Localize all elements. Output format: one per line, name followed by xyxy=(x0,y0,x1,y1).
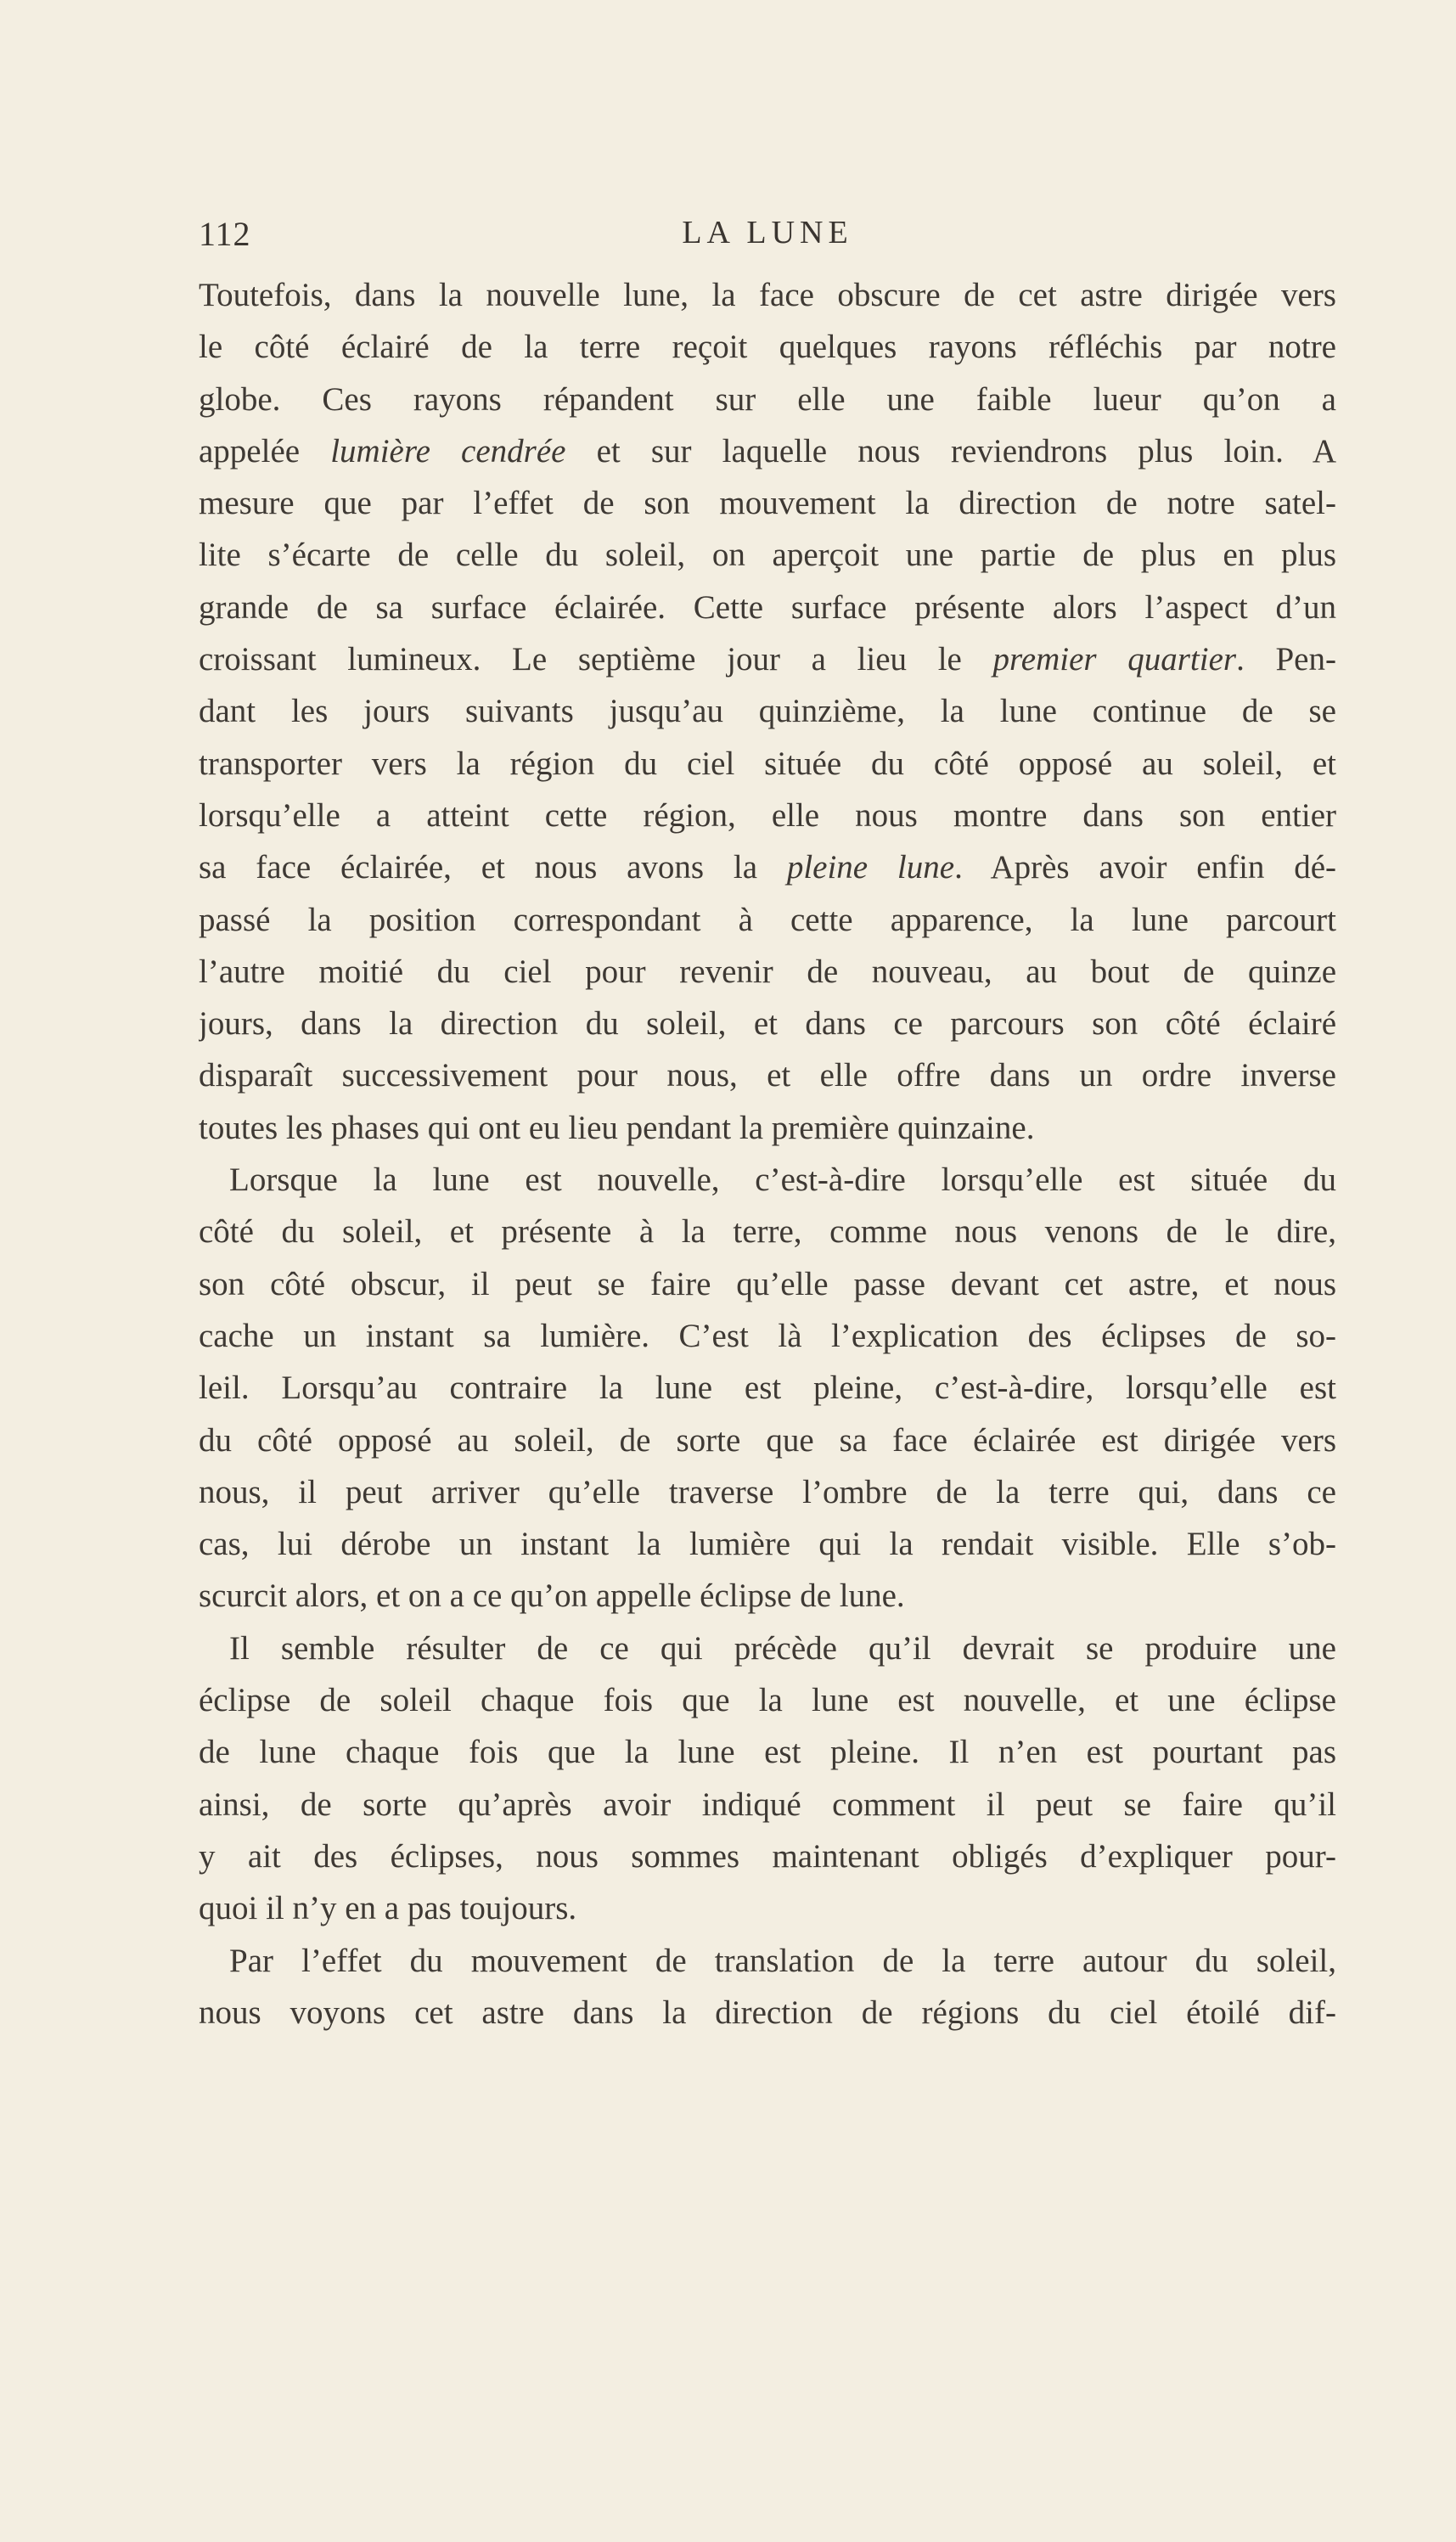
text-line xyxy=(199,321,1336,373)
text-run: . Après avoir enfin dé- xyxy=(954,849,1336,886)
text-run: cache un instant sa lumière. C’est là l’explication des éclipses de so- xyxy=(199,1317,1336,1354)
text-run: et sur laquelle nous reviendrons plus loin. A xyxy=(565,432,1336,470)
text-run: disparaît successivement pour nous, et elle offre dans un ordre inverse xyxy=(199,1057,1336,1094)
text-line xyxy=(199,425,1336,477)
text-run: toutes les phases qui ont eu lieu pendant la première quinzaine. xyxy=(199,1109,1035,1146)
text-line xyxy=(199,1882,1336,1934)
text-line xyxy=(199,738,1336,790)
text-line xyxy=(199,1206,1336,1257)
text-line xyxy=(199,477,1336,529)
text-run: nous, il peut arriver qu’elle traverse l’ombre de la terre qui, dans ce xyxy=(199,1473,1336,1510)
text-run: du côté opposé au soleil, de sorte que sa face éclairée est dirigée vers xyxy=(199,1421,1336,1459)
text-line xyxy=(199,1831,1336,1882)
text-run: lite s’écarte de celle du soleil, on aperçoit une partie de plus en plus xyxy=(199,537,1336,574)
paragraph xyxy=(199,1622,1336,1935)
text-run: son côté obscur, il peut se faire qu’elle passe devant cet astre, et nous xyxy=(199,1265,1336,1302)
text-line xyxy=(199,894,1336,946)
italic-term: pleine lune xyxy=(786,849,955,886)
text-run: Par l’effet du mouvement de translation de la terre autour du soleil, xyxy=(229,1942,1336,1979)
text-run: éclipse de soleil chaque fois que la lune est nouvelle, et une éclipse xyxy=(199,1682,1336,1719)
text-run: croissant lumineux. Le septième jour a lieu le xyxy=(199,641,993,678)
text-run: ainsi, de sorte qu’après avoir indiqué comment il peut se faire qu’il xyxy=(199,1786,1336,1823)
text-run: Il semble résulter de ce qui précède qu’il devrait se produire une xyxy=(229,1629,1336,1667)
text-line xyxy=(199,1154,1336,1206)
text-run: y ait des éclipses, nous sommes maintenant obligés d’expliquer pour- xyxy=(199,1837,1336,1875)
paragraph xyxy=(199,1154,1336,1622)
text-run: appelée xyxy=(199,432,331,470)
text-line xyxy=(199,685,1336,737)
text-run: nous voyons cet astre dans la direction de régions du ciel étoilé dif- xyxy=(199,1994,1336,2031)
text-line xyxy=(199,269,1336,321)
page-header xyxy=(199,214,1336,256)
text-run: Lorsque la lune est nouvelle, c’est-à-dire lorsqu’elle est située du xyxy=(229,1161,1336,1199)
text-line xyxy=(199,841,1336,893)
text-line xyxy=(199,1310,1336,1362)
text-run: mesure que par l’effet de son mouvement la direction de notre satel- xyxy=(199,485,1336,522)
italic-term: lumière cendrée xyxy=(330,432,566,470)
text-run: quoi il n’y en a pas toujours. xyxy=(199,1890,577,1927)
text-run: sa face éclairée, et nous avons la xyxy=(199,849,787,886)
text-line xyxy=(199,1987,1336,2039)
text-run: Toutefois, dans la nouvelle lune, la face obscure de cet astre dirigée vers xyxy=(199,277,1336,313)
text-run: l’autre moitié du ciel pour revenir de nouveau, au bout de quinze xyxy=(199,953,1336,990)
text-line xyxy=(199,1674,1336,1726)
text-run: lorsqu’elle a atteint cette région, elle nous montre dans son entier xyxy=(199,796,1336,834)
text-run: transporter vers la région du ciel située du côté opposé au soleil, et xyxy=(199,745,1336,782)
text-line xyxy=(199,1466,1336,1518)
text-line xyxy=(199,1779,1336,1831)
text-run: cas, lui dérobe un instant la lumière qui la rendait visible. Elle s’ob- xyxy=(199,1526,1336,1563)
text-line xyxy=(199,374,1336,425)
text-line xyxy=(199,1362,1336,1414)
text-run: de lune chaque fois que la lune est pleine. Il n’en est pourtant pas xyxy=(199,1734,1336,1771)
running-title: LA LUNE xyxy=(682,215,853,250)
text-run: le côté éclairé de la terre reçoit quelques rayons réfléchis par notre xyxy=(199,329,1336,366)
text-run: côté du soleil, et présente à la terre, comme nous venons de le dire, xyxy=(199,1213,1336,1251)
text-line xyxy=(199,1258,1336,1310)
text-run: dant les jours suivants jusqu’au quinzième, la lune continue de se xyxy=(199,693,1336,730)
text-run: jours, dans la direction du soleil, et dans ce parcours son côté éclairé xyxy=(199,1005,1336,1043)
text-run: leil. Lorsqu’au contraire la lune est pleine, c’est-à-dire, lorsqu’elle est xyxy=(199,1369,1336,1407)
paragraph xyxy=(199,269,1336,1154)
text-run: grande de sa surface éclairée. Cette surface présente alors l’aspect d’un xyxy=(199,588,1336,626)
text-line xyxy=(199,582,1336,633)
text-line xyxy=(199,1518,1336,1570)
text-line xyxy=(199,790,1336,841)
paragraph xyxy=(199,1935,1336,2039)
text-line xyxy=(199,946,1336,998)
text-line xyxy=(199,1102,1336,1154)
text-run: . Pen- xyxy=(1236,641,1336,678)
text-line xyxy=(199,1570,1336,1622)
body-text xyxy=(199,269,1336,2039)
text-line xyxy=(199,529,1336,581)
text-run: passé la position correspondant à cette apparence, la lune parcourt xyxy=(199,901,1336,938)
text-line xyxy=(199,1726,1336,1778)
text-line xyxy=(199,1049,1336,1101)
text-line xyxy=(199,1622,1336,1674)
text-line xyxy=(199,1935,1336,1987)
text-line xyxy=(199,1414,1336,1466)
italic-term: premier quartier xyxy=(992,641,1237,678)
text-run: scurcit alors, et on a ce qu’on appelle éclipse de lune. xyxy=(199,1578,905,1615)
text-line xyxy=(199,633,1336,685)
text-line xyxy=(199,998,1336,1049)
text-run: globe. Ces rayons répandent sur elle une faible lueur qu’on a xyxy=(199,380,1336,418)
page-number: 112 xyxy=(199,215,251,253)
